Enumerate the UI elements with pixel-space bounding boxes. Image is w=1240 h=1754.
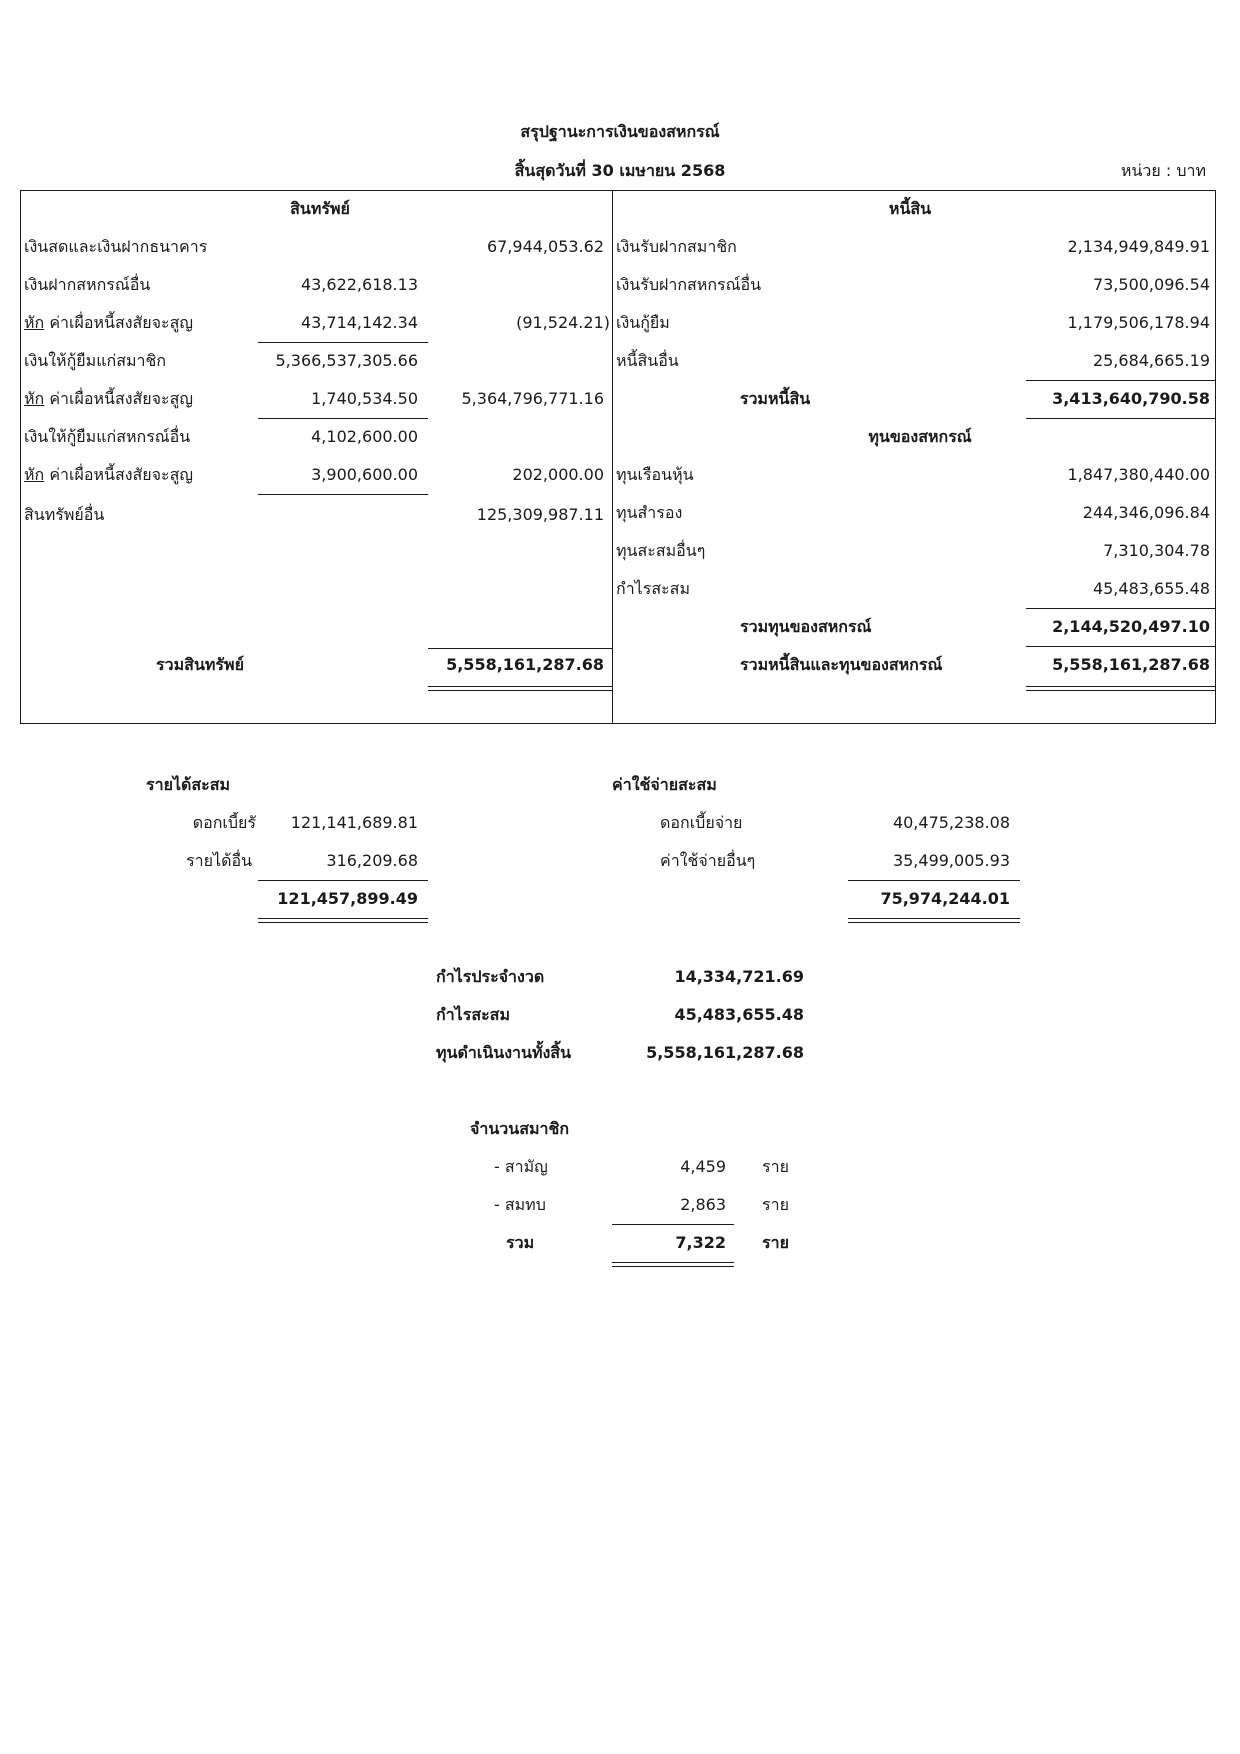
- subtotal-rule: [258, 418, 428, 419]
- liability-value: 2,134,949,849.91: [1067, 237, 1210, 256]
- subtotal-rule: [848, 880, 1020, 881]
- expense-value: 35,499,005.93: [892, 851, 1010, 870]
- asset-label-deduct: [24, 388, 193, 410]
- double-rule: [428, 686, 612, 691]
- asset-label: เงินให้กู้ยืมแก่สหกรณ์อื่น: [24, 427, 191, 446]
- equity-label: กำไรสะสม: [616, 579, 690, 598]
- asset-label-text: ค่าเผื่อหนี้สงสัยจะสูญ: [49, 313, 194, 332]
- subtotal-rule: [1026, 418, 1216, 419]
- liability-label: หนี้สินอื่น: [616, 351, 679, 370]
- subtotal-rule: [1026, 608, 1216, 609]
- equity-value: 7,310,304.78: [1103, 541, 1210, 560]
- asset-gross: 4,102,600.00: [311, 427, 418, 446]
- report-title: สรุปฐานะการเงินของสหกรณ์: [520, 122, 720, 141]
- expense-total: 75,974,244.01: [880, 889, 1010, 908]
- subtotal-rule: [1026, 380, 1216, 381]
- member-count: 2,863: [680, 1195, 726, 1214]
- asset-net: 125,309,987.11: [476, 505, 604, 524]
- assets-total-value: 5,558,161,287.68: [446, 655, 604, 674]
- asset-net: 5,364,796,771.16: [461, 389, 604, 408]
- liabilities-heading: หนี้สิน: [888, 199, 932, 218]
- subtotal-rule: [258, 342, 428, 343]
- asset-gross: 43,622,618.13: [300, 275, 418, 294]
- summary-label: กำไรประจำงวด: [436, 967, 545, 986]
- equity-value: 45,483,655.48: [1092, 579, 1210, 598]
- expense-label: ดอกเบี้ยจ่าย: [660, 813, 743, 832]
- asset-net: 202,000.00: [512, 465, 604, 484]
- equity-total-value: 2,144,520,497.10: [1052, 617, 1210, 636]
- member-unit: ราย: [762, 1233, 789, 1252]
- liabilities-total-label: รวมหนี้สิน: [739, 389, 811, 408]
- unit-label: หน่วย : บาท: [1120, 161, 1206, 180]
- deduct-word: หัก: [24, 389, 45, 408]
- liability-value: 25,684,665.19: [1092, 351, 1210, 370]
- members-total-label: รวม: [506, 1233, 535, 1252]
- double-rule: [848, 918, 1020, 923]
- equity-heading: ทุนของสหกรณ์: [868, 427, 972, 446]
- member-type-label: - สมทบ: [494, 1195, 546, 1214]
- subtotal-rule: [612, 1224, 734, 1225]
- balance-sheet-divider: [612, 190, 613, 724]
- equity-value: 1,847,380,440.00: [1067, 465, 1210, 484]
- income-value: 316,209.68: [326, 851, 418, 870]
- income-label: ดอกเบี้ยรั: [192, 813, 256, 832]
- asset-label-text: ค่าเผื่อหนี้สงสัยจะสูญ: [49, 389, 194, 408]
- asset-gross: 1,740,534.50: [311, 389, 418, 408]
- expense-label: ค่าใช้จ่ายอื่นๆ: [660, 851, 756, 870]
- equity-value: 244,346,096.84: [1082, 503, 1210, 522]
- deduct-word: หัก: [24, 465, 45, 484]
- asset-gross: 43,714,142.34: [300, 313, 418, 332]
- double-rule: [1026, 686, 1216, 691]
- equity-label: ทุนเรือนหุ้น: [616, 465, 694, 484]
- liability-value: 1,179,506,178.94: [1067, 313, 1210, 332]
- members-heading: จำนวนสมาชิก: [470, 1119, 570, 1138]
- liability-value: 73,500,096.54: [1092, 275, 1210, 294]
- member-unit: ราย: [762, 1195, 789, 1214]
- asset-label: เงินให้กู้ยืมแก่สมาชิก: [24, 351, 167, 370]
- asset-net: (91,524.21): [516, 313, 610, 332]
- balance-sheet-frame: [20, 190, 1216, 724]
- asset-label-deduct: [24, 464, 193, 486]
- income-total: 121,457,899.49: [277, 889, 418, 908]
- member-unit: ราย: [762, 1157, 789, 1176]
- expense-heading: ค่าใช้จ่ายสะสม: [612, 775, 717, 794]
- income-heading: รายได้สะสม: [146, 775, 231, 794]
- income-value: 121,141,689.81: [290, 813, 418, 832]
- asset-label-deduct: [24, 312, 193, 334]
- summary-value: 14,334,721.69: [674, 967, 804, 986]
- report-subtitle: สิ้นสุดวันที่ 30 เมษายน 2568: [514, 161, 726, 180]
- deduct-word: หัก: [24, 313, 45, 332]
- asset-label: สินทรัพย์อื่น: [24, 505, 105, 524]
- subtotal-rule: [1026, 646, 1216, 647]
- liability-label: เงินกู้ยืม: [616, 313, 670, 332]
- asset-label-text: ค่าเผื่อหนี้สงสัยจะสูญ: [49, 465, 194, 484]
- asset-label: เงินฝากสหกรณ์อื่น: [24, 275, 151, 294]
- equity-total-label: รวมทุนของสหกรณ์: [740, 617, 872, 636]
- subtotal-rule: [258, 494, 428, 495]
- subtotal-rule: [258, 880, 428, 881]
- summary-value: 45,483,655.48: [674, 1005, 804, 1024]
- subtotal-rule: [428, 648, 612, 649]
- members-total-count: 7,322: [675, 1233, 726, 1252]
- asset-label: เงินสดและเงินฝากธนาคาร: [24, 237, 208, 256]
- grand-total-label: รวมหนี้สินและทุนของสหกรณ์: [740, 655, 943, 674]
- member-type-label: - สามัญ: [494, 1157, 548, 1176]
- liability-label: เงินรับฝากสมาชิก: [616, 237, 737, 256]
- equity-label: ทุนสะสมอื่นๆ: [616, 541, 706, 560]
- summary-value: 5,558,161,287.68: [646, 1043, 804, 1062]
- double-rule: [612, 1262, 734, 1267]
- asset-gross: 5,366,537,305.66: [275, 351, 418, 370]
- income-label: รายได้อื่น: [186, 851, 252, 870]
- asset-gross: 3,900,600.00: [311, 465, 418, 484]
- grand-total-value: 5,558,161,287.68: [1052, 655, 1210, 674]
- liability-label: เงินรับฝากสหกรณ์อื่น: [616, 275, 761, 294]
- asset-net: 67,944,053.62: [486, 237, 604, 256]
- liabilities-total-value: 3,413,640,790.58: [1052, 389, 1210, 408]
- summary-label: กำไรสะสม: [436, 1005, 510, 1024]
- member-count: 4,459: [680, 1157, 726, 1176]
- expense-value: 40,475,238.08: [892, 813, 1010, 832]
- summary-label: ทุนดำเนินงานทั้งสิ้น: [436, 1043, 571, 1062]
- double-rule: [258, 918, 428, 923]
- equity-label: ทุนสำรอง: [616, 503, 683, 522]
- assets-heading: สินทรัพย์: [290, 199, 350, 218]
- assets-total-label: รวมสินทรัพย์: [156, 655, 244, 674]
